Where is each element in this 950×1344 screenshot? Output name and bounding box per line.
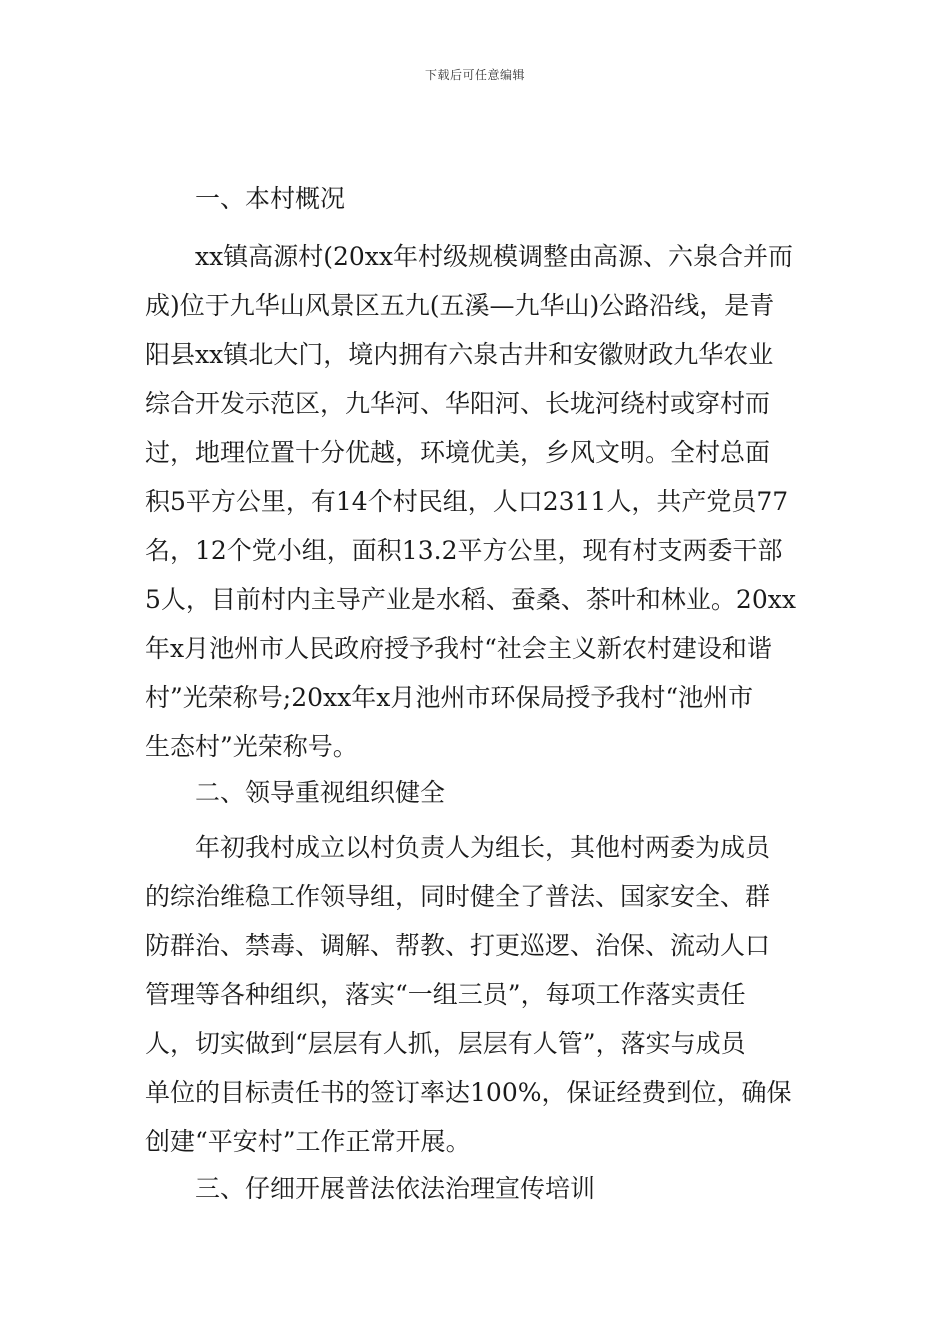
text-line: 人，切实做到“层层有人抓，层层有人管”，落实与成员 (145, 1029, 746, 1058)
text-line: xx镇高源村(20xx年村级规模调整由高源、六泉合并而 (195, 242, 793, 271)
paragraph-overview (145, 232, 796, 771)
text-line: 的综治维稳工作领导组，同时健全了普法、国家安全、群 (145, 882, 771, 911)
text-line: 生态村”光荣称号。 (145, 732, 358, 761)
text-line: 5人，目前村内主导产业是水稻、蚕桑、茶叶和林业。20xx (145, 585, 796, 614)
text-line: 年x月池州市人民政府授予我村“社会主义新农村建设和谐 (145, 634, 772, 663)
section-heading-overview: 一、本村概况 (195, 184, 346, 213)
text-line: 村”光荣称号;20xx年x月池州市环保局授予我村“池州市 (145, 683, 754, 712)
text-line: 创建“平安村”工作正常开展。 (145, 1127, 471, 1156)
text-line: 积5平方公里，有14个村民组，人口2311人，共产党员77 (145, 487, 789, 516)
text-line: 防群治、禁毒、调解、帮教、打更巡逻、治保、流动人口 (145, 931, 771, 960)
text-line: 阳县xx镇北大门，境内拥有六泉古井和安徽财政九华农业 (145, 340, 774, 369)
text-line: 管理等各种组织，落实“一组三员”，每项工作落实责任 (145, 980, 746, 1009)
text-line: 过，地理位置十分优越，环境优美，乡风文明。全村总面 (145, 438, 771, 467)
text-line: 名，12个党小组，面积13.2平方公里，现有村支两委干部 (145, 536, 783, 565)
text-line: 成)位于九华山风景区五九(五溪—九华山)公路沿线，是青 (145, 291, 775, 320)
text-line: 综合开发示范区，九华河、华阳河、长垅河绕村或穿村而 (145, 389, 771, 418)
section-heading-leadership: 二、领导重视组织健全 (195, 778, 446, 807)
page-header: 下载后可任意编辑 (424, 68, 525, 82)
text-line: 单位的目标责任书的签订率达100%，保证经费到位，确保 (145, 1078, 792, 1107)
text-line: 年初我村成立以村负责人为组长，其他村两委为成员 (195, 833, 771, 862)
paragraph-leadership (145, 823, 791, 1166)
section-heading-legal-education: 三、仔细开展普法依法治理宣传培训 (195, 1174, 596, 1203)
